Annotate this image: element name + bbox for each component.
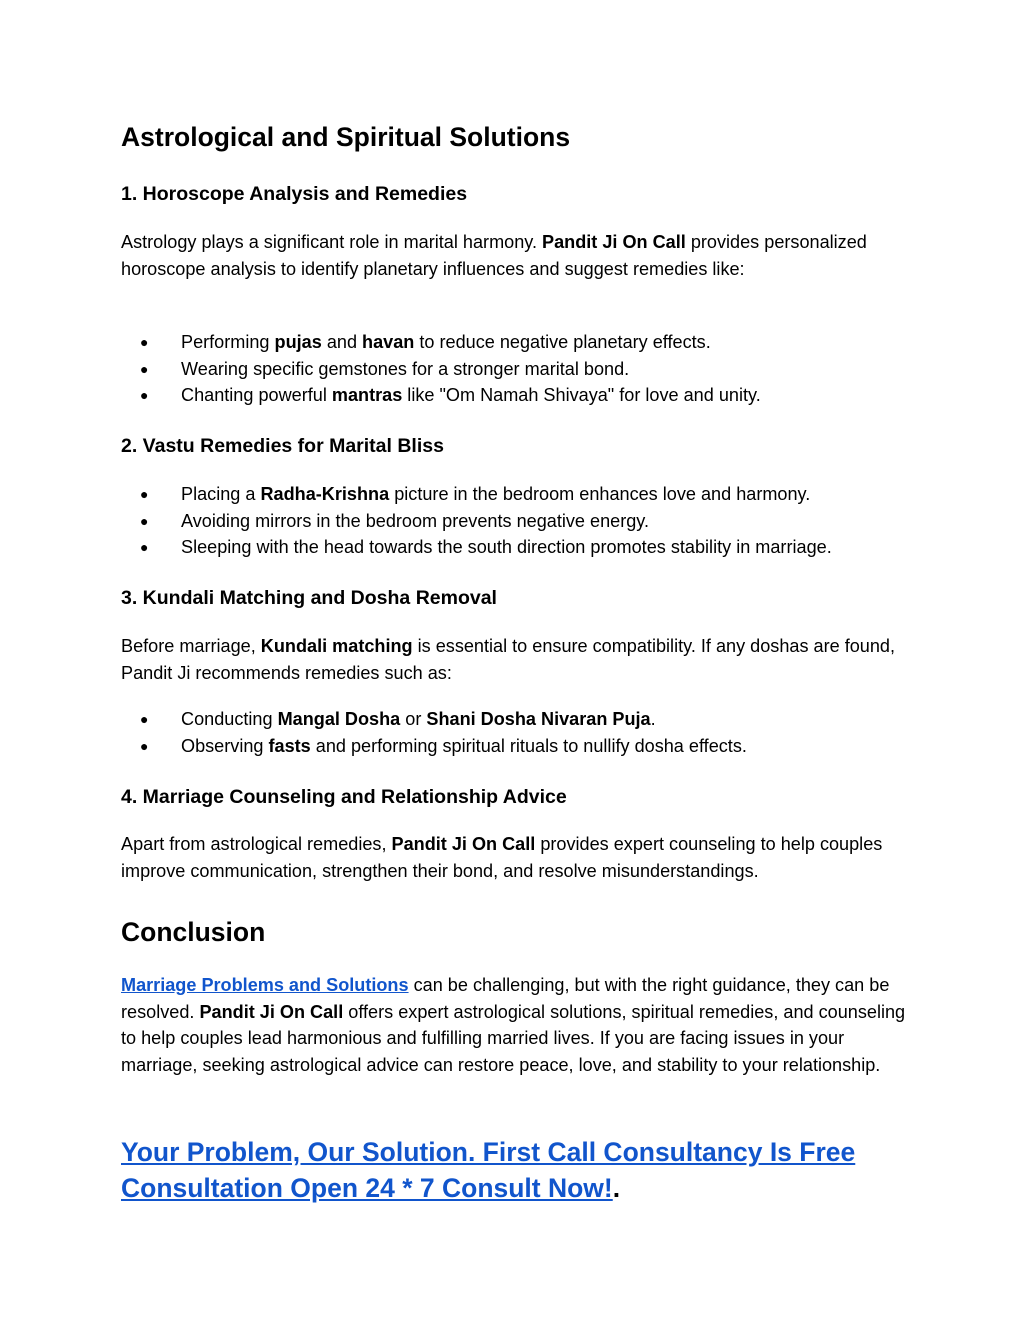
text-run: Performing bbox=[181, 332, 275, 352]
bold-term: mantras bbox=[331, 385, 403, 405]
text-run: Conducting bbox=[181, 709, 278, 729]
call-to-action bbox=[121, 1135, 921, 1206]
marriage-problems-link[interactable]: Marriage Problems and Solutions bbox=[121, 975, 409, 995]
text-run: provides expert counseling to help couples improve communication, strengthen their bond, and resolve misunderstandings. bbox=[121, 834, 883, 881]
bullet-icon: ● bbox=[140, 539, 149, 555]
text-run: Apart from astrological remedies, bbox=[121, 834, 392, 854]
brand-name: Pandit Ji On Call bbox=[391, 834, 536, 854]
bold-term: havan bbox=[362, 332, 415, 352]
bullet-icon: ● bbox=[140, 711, 149, 727]
text-run: Placing a bbox=[181, 484, 261, 504]
bold-term: Mangal Dosha bbox=[277, 709, 401, 729]
bullet-icon: ● bbox=[140, 486, 149, 502]
text-run: provides personalized horoscope analysis to identify planetary influences and suggest remedies like: bbox=[121, 232, 867, 279]
text-run: picture in the bedroom enhances love and harmony. bbox=[389, 484, 811, 504]
text-run: or bbox=[400, 709, 427, 729]
text-run: can be challenging, but with the right guidance, they can be resolved. bbox=[121, 975, 890, 1022]
bold-term: fasts bbox=[268, 735, 311, 756]
list-item bbox=[121, 382, 921, 409]
text-run: Observing bbox=[181, 735, 269, 756]
text-run: to reduce negative planetary effects. bbox=[414, 332, 711, 352]
list-item bbox=[121, 706, 921, 733]
section-heading-vastu: 2. Vastu Remedies for Marital Bliss bbox=[121, 435, 444, 457]
brand-name: Pandit Ji On Call bbox=[542, 232, 686, 252]
text-run: Astrology plays a significant role in marital harmony. bbox=[121, 232, 543, 252]
list-item bbox=[121, 481, 921, 508]
vastu-remedies-list bbox=[121, 481, 921, 561]
page-title: Astrological and Spiritual Solutions bbox=[121, 122, 571, 152]
bullet-icon: ● bbox=[140, 334, 149, 350]
consult-now-link[interactable]: Your Problem, Our Solution. First Call Consultancy Is Free Consultation Open 24 * 7 Consult Now! bbox=[121, 1137, 856, 1203]
section-heading-horoscope: 1. Horoscope Analysis and Remedies bbox=[121, 183, 468, 205]
cta-trailing-period: . bbox=[612, 1172, 621, 1203]
text-run: and performing spiritual rituals to nullify dosha effects. bbox=[310, 735, 747, 756]
bold-term: Shani Dosha Nivaran Puja bbox=[426, 709, 651, 729]
section-heading-kundali: 3. Kundali Matching and Dosha Removal bbox=[121, 587, 497, 609]
text-run: and bbox=[321, 332, 363, 352]
text-run: Sleeping with the head towards the south direction promotes stability in marriage. bbox=[181, 537, 832, 557]
bold-term: Kundali matching bbox=[260, 636, 413, 656]
text-run: like "Om Namah Shivaya" for love and unity. bbox=[402, 385, 761, 405]
list-item bbox=[121, 534, 921, 561]
bold-term: Radha-Krishna bbox=[260, 484, 390, 504]
conclusion-paragraph bbox=[121, 972, 921, 1078]
conclusion-heading: Conclusion bbox=[121, 917, 266, 947]
kundali-remedies-list bbox=[121, 706, 921, 759]
list-item bbox=[121, 329, 921, 356]
bullet-icon: ● bbox=[140, 512, 149, 529]
list-item bbox=[121, 508, 921, 535]
bold-term: pujas bbox=[274, 332, 322, 352]
kundali-intro-paragraph bbox=[121, 633, 921, 686]
bullet-icon: ● bbox=[140, 387, 149, 403]
text-run: Avoiding mirrors in the bedroom prevents negative energy. bbox=[181, 510, 650, 531]
text-run: Before marriage, bbox=[121, 636, 261, 656]
brand-name: Pandit Ji On Call bbox=[199, 1001, 344, 1022]
section-heading-counseling: 4. Marriage Counseling and Relationship Advice bbox=[121, 786, 567, 808]
text-run: . bbox=[650, 709, 656, 729]
text-run: Chanting powerful bbox=[181, 385, 332, 405]
bullet-icon: ● bbox=[140, 737, 149, 754]
text-run: is essential to ensure compatibility. If any doshas are found, Pandit Ji recommends remedies such as: bbox=[121, 636, 896, 683]
list-item bbox=[121, 733, 921, 760]
horoscope-intro-paragraph bbox=[121, 229, 921, 282]
bullet-icon: ● bbox=[140, 360, 149, 377]
text-run: offers expert astrological solutions, spiritual remedies, and counseling to help couples lead harmonious and fulfilling married lives. If you are facing issues in your marriage, seeking astrological advice can restore peace, love, and stability to your relationship. bbox=[121, 1001, 906, 1075]
list-item bbox=[121, 356, 921, 383]
horoscope-remedies-list bbox=[121, 329, 921, 409]
counseling-paragraph bbox=[121, 831, 921, 884]
text-run: Wearing specific gemstones for a stronger marital bond. bbox=[181, 358, 630, 379]
